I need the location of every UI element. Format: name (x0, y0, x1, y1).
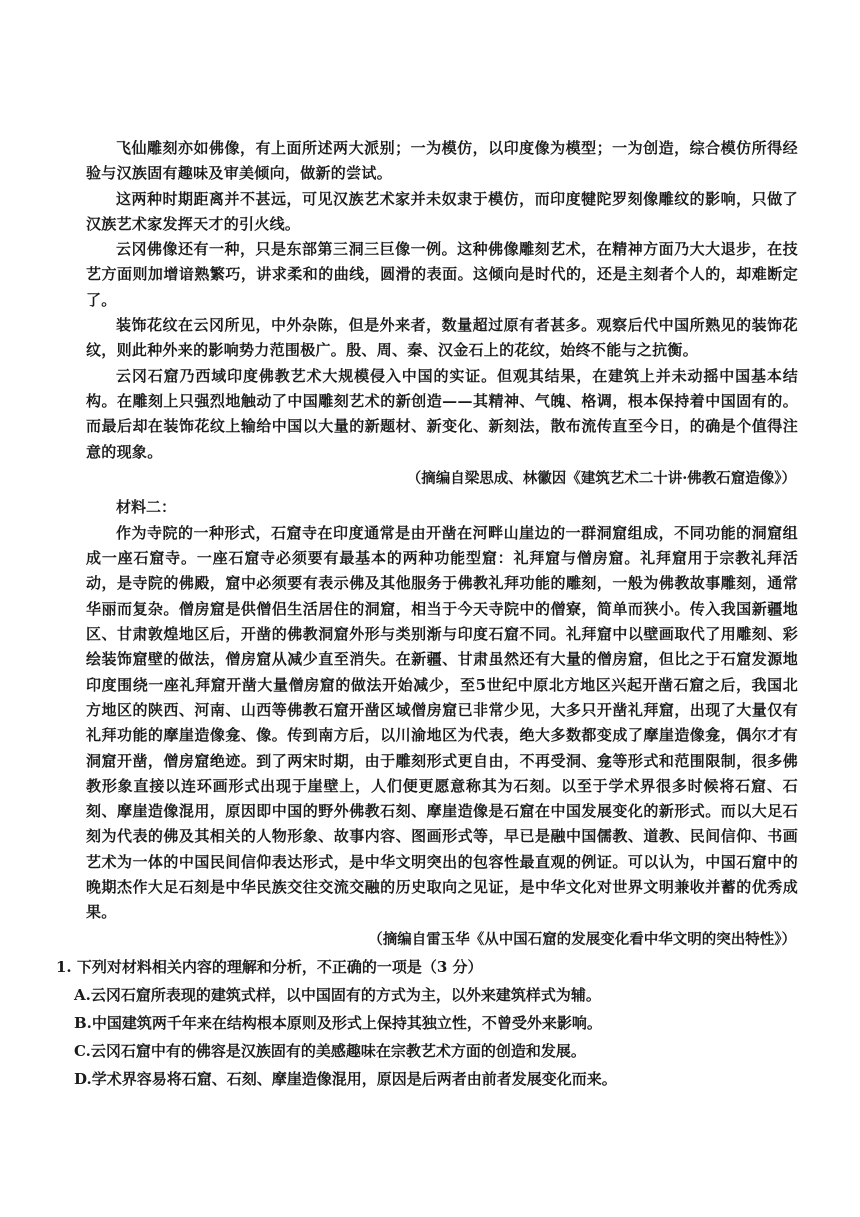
option-a[interactable] (74, 981, 798, 1009)
material1-paragraph-3: 云冈佛像还有一种，只是东部第三洞三巨像一例。这种佛像雕刻艺术，在精神方面乃大大退步，在技艺方面则加增谙熟繁巧，讲求柔和的曲线，圆滑的表面。这倾向是时代的，还是主刻者个人的，却难断定了。 (86, 240, 798, 309)
material2-source: （摘编自雷玉华《从中国石窟的发展变化看中华文明的突出特性》） (368, 930, 796, 948)
question-1-stem: 1. 下列对材料相关内容的理解和分析，不正确的一项是（3 分） (56, 957, 483, 976)
material1-paragraph-2: 这两种时期距离并不甚远，可见汉族艺术家并未奴隶于模仿，而印度犍陀罗刻像雕纹的影响，只做了汉族艺术家发挥天才的引火线。 (86, 189, 798, 233)
material1-paragraph-4: 装饰花纹在云冈所见，中外杂陈，但是外来者，数量超过原有者甚多。观察后代中国所熟见的装饰花纹，则此种外来的影响势力范围极广。殷、周、秦、汉金石上的花纹，始终不能与之抗衡。 (86, 316, 798, 360)
material2-heading: 材料二： (116, 497, 177, 516)
material1-paragraph-5: 云冈石窟乃西域印度佛教艺术大规模侵入中国的实证。但观其结果，在建筑上并未动摇中国基本结构。在雕刻上只强烈地触动了中国雕刻艺术的新创造——其精神、气魄、格调，根本保持着中国固有的。而最后却在装饰花纹上输给中国以大量的新题材、新变化、新刻法，散布流传直至今日，的确是个值得注意的现象。 (86, 366, 798, 461)
option-d[interactable] (74, 1065, 798, 1093)
option-c-text: 云冈石窟中有的佛容是汉族固有的美感趣味在宗教艺术方面的创造和发展。 (90, 1041, 586, 1060)
option-d-text: 学术界容易将石窟、石刻、摩崖造像混用，原因是后两者由前者发展变化而来。 (91, 1069, 617, 1088)
material1-source: （摘编自梁思成、林徽因《建筑艺术二十讲·佛教石窟造像》） (406, 469, 796, 487)
option-a-key: A. (74, 985, 91, 1004)
material2-paragraph: 作为寺院的一种形式，石窟寺在印度通常是由开凿在河畔山崖边的一群洞窟组成，不同功能的洞窟组成一座石窟寺。一座石窟寺必须要有最基本的两种功能型窟：礼拜窟与僧房窟。礼拜窟用于宗教礼拜活动，是寺院的佛殿，窟中必须要有表示佛及其他服务于佛教礼拜功能的雕刻，一般为佛教故事雕刻，通常华丽而复杂。僧房窟是供僧侣生活居住的洞窟，相当于今天寺院中的僧寮，简单而狭小。传入我国新疆地区、甘肃敦煌地区后，开凿的佛教洞窟外形与类别渐与印度石窟不同。礼拜窟中以壁画取代了用雕刻、彩绘装饰窟壁的做法，僧房窟从减少直至消失。在新疆、甘肃虽然还有大量的僧房窟，但比之于石窟发源地印度围绕一座礼拜窟开凿大量僧房窟的做法开始减少，至5世纪中原北方地区兴起开凿石窟之后，我国北方地区的陕西、河南、山西等佛教石窟开凿区域僧房窟已非常少见，大多只开凿礼拜窟，出现了大量仅有礼拜功能的摩崖造像龛、像。传到南方后，以川渝地区为代表，绝大多数都变成了摩崖造像龛，偶尔才有洞窟开凿，僧房窟绝迹。到了两宋时期，由于雕刻形式更自由，不再受洞、龛等形式和范围限制，很多佛教形象直接以连环画形式出现于崖壁上，人们便更愿意称其为石刻。以至于学术界很多时候将石窟、石刻、摩崖造像混用，原因即中国的野外佛教石刻、摩崖造像是石窟在中国发展变化的新形式。而以大足石刻为代表的佛及其相关的人物形象、故事内容、图画形式等，早已是融中国儒教、道教、民间信仰、书画艺术为一体的中国民间信仰表达形式，是中华文明突出的包容性最直观的例证。可以认为，中国石窟中的晚期杰作大足石刻是中华民族交往交流交融的历史取向之见证，是中华文化对世界文明兼收并蓄的优秀成果。 (86, 523, 798, 922)
option-a-text: 云冈石窟所表现的建筑式样，以中国固有的方式为主，以外来建筑样式为辅。 (90, 985, 601, 1004)
option-b[interactable] (74, 1009, 798, 1037)
question-1-options (74, 981, 798, 1093)
material1-paragraph-1: 飞仙雕刻亦如佛像，有上面所述两大派别；一为模仿，以印度像为模型；一为创造，综合模仿所得经验与汉族固有趣味及审美倾向，做新的尝试。 (86, 139, 798, 183)
option-c-key: C. (74, 1041, 91, 1060)
option-d-key: D. (74, 1069, 92, 1088)
option-b-text: 中国建筑两千年来在结构根本原则及形式上保持其独立性，不曾受外来影响。 (91, 1013, 602, 1032)
option-b-key: B. (74, 1013, 92, 1032)
option-c[interactable] (74, 1037, 798, 1065)
